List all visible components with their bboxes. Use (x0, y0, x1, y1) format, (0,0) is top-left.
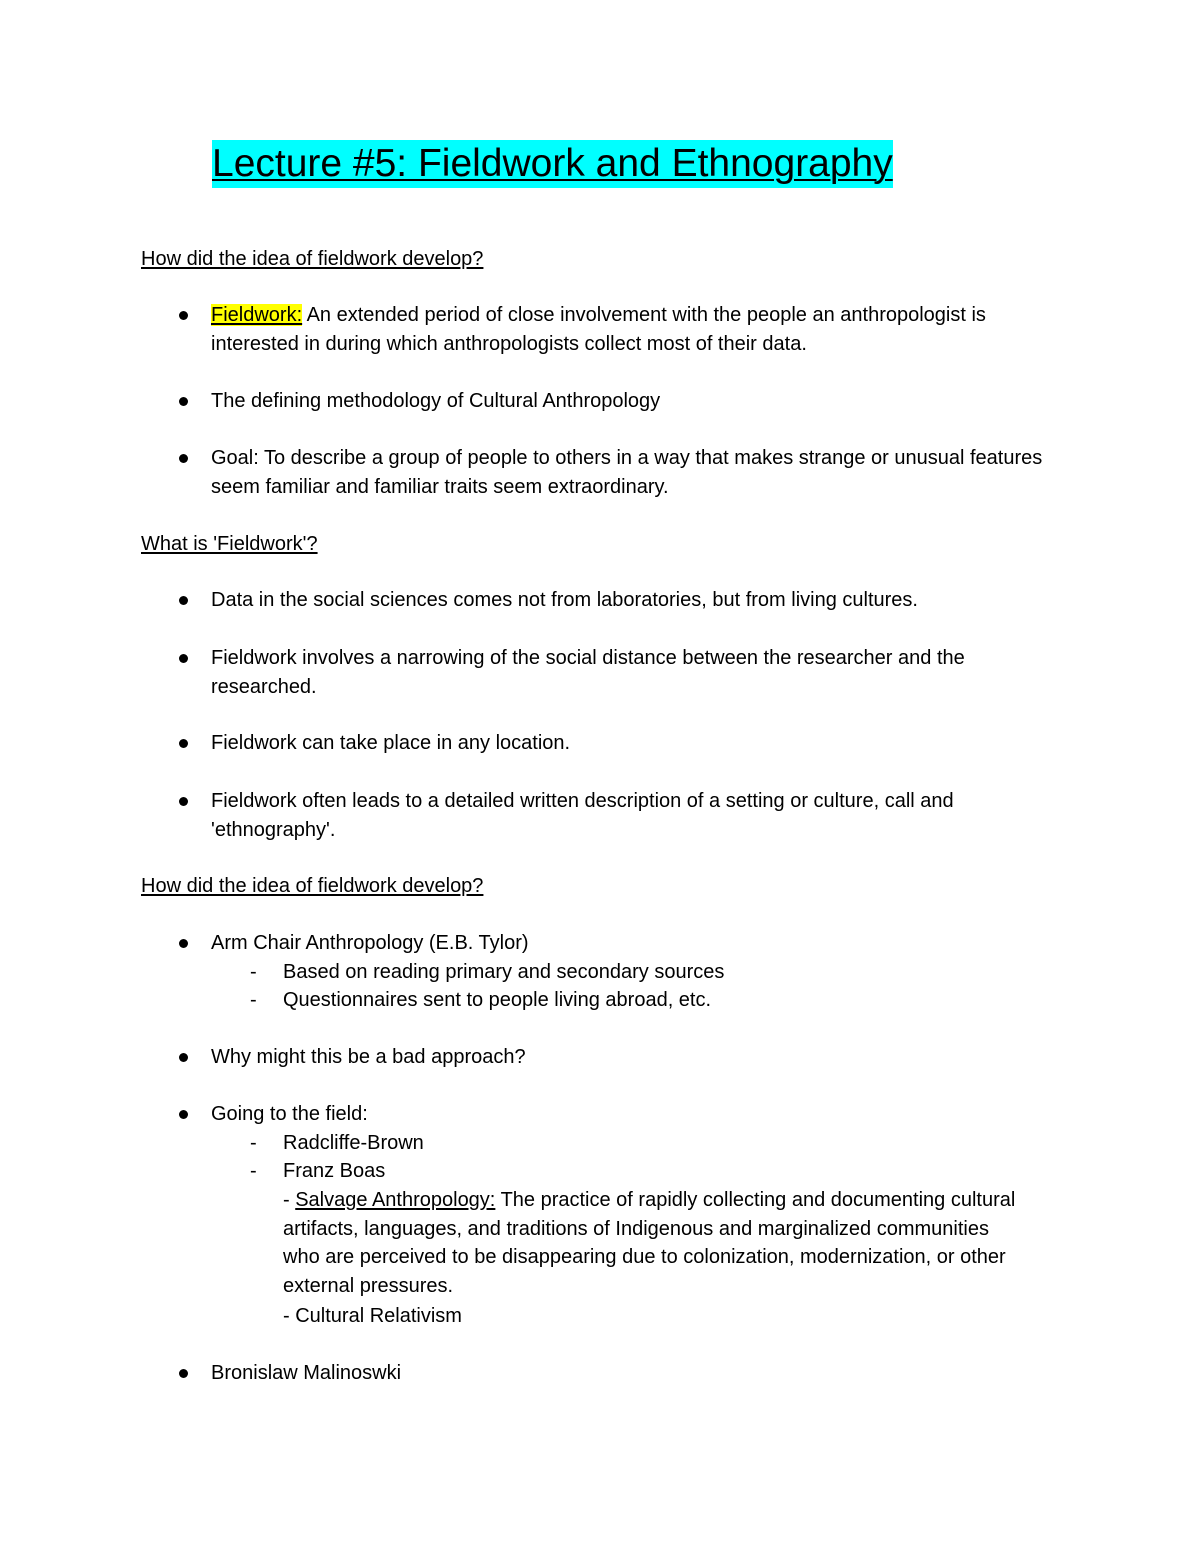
sub-item-text: Questionnaires sent to people living abroad, etc. (283, 989, 712, 1011)
sub-item-text: Based on reading primary and secondary sources (283, 961, 725, 983)
sub-item-reading-sources (250, 958, 724, 987)
bullet-bad-approach (141, 1043, 1061, 1072)
bullet-text: Bronislaw Malinoswki (211, 1362, 402, 1384)
bullet-ethnography (141, 787, 1061, 844)
bullet-dot (179, 454, 188, 463)
bullet-dot (179, 939, 188, 948)
term-salvage-anthropology: Salvage Anthropology: (295, 1189, 496, 1211)
bullet-text: The defining methodology of Cultural Anthropology (211, 390, 661, 412)
section-heading-3: How did the idea of fieldwork develop? (141, 875, 484, 897)
title-wrap (212, 140, 893, 188)
bullet-dot (179, 311, 188, 320)
term-fieldwork: Fieldwork: (211, 304, 303, 326)
bullet-dot (179, 739, 188, 748)
dash-prefix: - (283, 1189, 296, 1211)
bullet-dot (179, 797, 188, 806)
bullet-goal (141, 444, 1061, 501)
bullet-text: Fieldwork involves a narrowing of the social distance between the researcher and the researched. (211, 647, 965, 698)
bullet-armchair (141, 929, 1061, 958)
sub-item-text: Radcliffe-Brown (283, 1132, 424, 1154)
salvage-anthropology-block (283, 1186, 1023, 1300)
bullet-text: Going to the field: (211, 1103, 368, 1125)
dash-marker: - (250, 961, 257, 983)
bullet-text (211, 301, 1061, 358)
bullet-narrowing-distance (141, 644, 1061, 701)
sub-item-franz-boas (250, 1157, 385, 1186)
sub-item-questionnaires (250, 986, 711, 1015)
bullet-fieldwork-definition (141, 301, 1061, 358)
bullet-dot (179, 1369, 188, 1378)
sub-item-radcliffe-brown (250, 1129, 424, 1158)
bullet-text: Data in the social sciences comes not from laboratories, but from living cultures. (211, 589, 918, 611)
bullet-text: Fieldwork can take place in any location. (211, 732, 571, 754)
bullet-defining-methodology (141, 387, 1061, 416)
bullet-text: Why might this be a bad approach? (211, 1046, 526, 1068)
bullet-text: Arm Chair Anthropology (E.B. Tylor) (211, 932, 529, 954)
bullet-data-social-sciences (141, 586, 1061, 615)
bullet-text: Fieldwork often leads to a detailed written description of a setting or culture, call and 'ethnography'. (211, 790, 954, 841)
bullet-malinowski (141, 1359, 1061, 1388)
dash-marker: - (250, 1132, 257, 1154)
dash-marker: - (250, 989, 257, 1011)
section-heading-1: How did the idea of fieldwork develop? (141, 248, 484, 270)
bullet-dot (179, 654, 188, 663)
salvage-definition: The practice of rapidly collecting and documenting cultural artifacts, languages, and traditions of Indigenous and marginalized communities who are perceived to be disappearing due to colonization, modernization, or other external pressures. (283, 1189, 1016, 1297)
bullet-going-to-field (141, 1100, 1061, 1129)
bullet-dot (179, 397, 188, 406)
bullet-dot (179, 1053, 188, 1062)
bullet-any-location (141, 729, 1061, 758)
sub-item-text: Franz Boas (283, 1160, 386, 1182)
bullet-text: Goal: To describe a group of people to others in a way that makes strange or unusual features seem familiar and familiar traits seem extraordinary. (211, 447, 1043, 498)
cultural-relativism-item: - Cultural Relativism (283, 1305, 462, 1327)
section-heading-2: What is 'Fieldwork'? (141, 533, 318, 555)
dash-marker: - (250, 1160, 257, 1182)
definition-text: An extended period of close involvement with the people an anthropologist is interested in during which anthropologists collect most of their data. (211, 304, 986, 355)
bullet-dot (179, 1110, 188, 1119)
lecture-title: Lecture #5: Fieldwork and Ethnography (212, 140, 893, 188)
bullet-dot (179, 596, 188, 605)
